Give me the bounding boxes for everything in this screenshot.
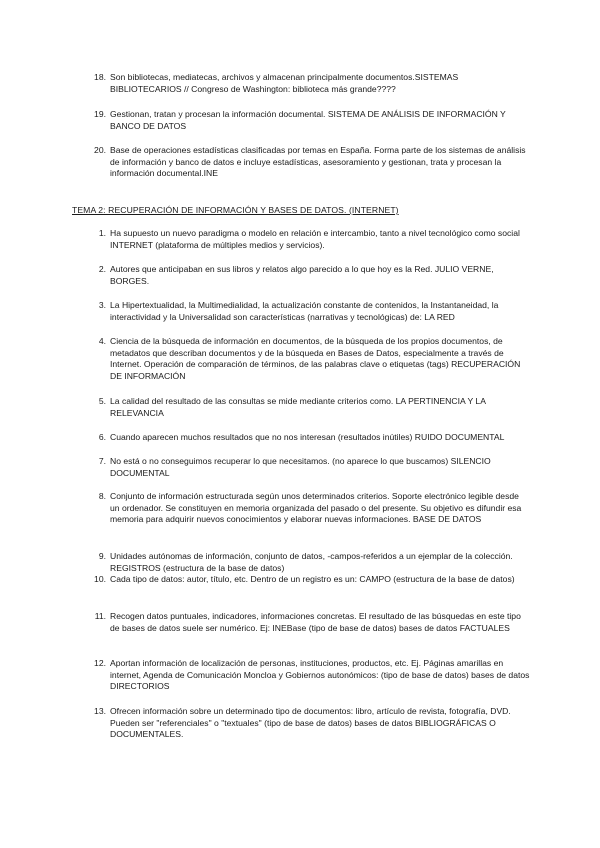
item-text: Ha supuesto un nuevo paradigma o modelo en relación e intercambio, tanto a nivel tecnológico como social INTERNET (plataforma de múltiples medios y servicios).: [110, 228, 520, 250]
list-item-8: [98, 491, 530, 526]
list-item-4: [98, 336, 530, 382]
list-item-20: [94, 145, 530, 180]
item-number: 20.: [94, 145, 106, 155]
item-text: Autores que anticipaban en sus libros y relatos algo parecido a lo que hoy es la Red. JULIO VERNE, BORGES.: [110, 264, 494, 286]
list-item-18: [94, 72, 530, 95]
item-text: Base de operaciones estadísticas clasificadas por temas en España. Forma parte de los sistemas de análisis de información y banco de datos e incluye estadísticas, asesoramiento y gestionan, trata y procesan la información documental.INE: [110, 145, 526, 179]
section-heading: TEMA 2: RECUPERACIÓN DE INFORMACIÓN Y BASES DE DATOS. (INTERNET): [72, 205, 399, 215]
item-text: No está o no conseguimos recuperar lo que necesitamos. (no aparece lo que buscamos) SILENCIO DOCUMENTAL: [110, 456, 491, 478]
item-number: 10.: [94, 574, 106, 584]
item-text: Recogen datos puntuales, indicadores, informaciones concretas. El resultado de las búsquedas en este tipo de bases de datos suele ser numérico. Ej: INEBase (tipo de base de datos) bases de datos FACTUALES: [110, 611, 521, 633]
list-item-5: [98, 396, 530, 419]
item-number: 2.: [98, 264, 106, 274]
list-item-9: [98, 551, 530, 574]
list-item-11: [94, 611, 530, 634]
item-text: Unidades autónomas de información, conjunto de datos, -campos-referidos a un ejemplar de la colección. REGISTROS (estructura de la base de datos): [110, 551, 513, 573]
list-item-7: [98, 456, 530, 479]
item-number: 6.: [98, 432, 106, 442]
item-number: 13.: [94, 706, 106, 716]
list-item-3: [98, 300, 530, 323]
item-number: 1.: [98, 228, 106, 238]
item-text: Conjunto de información estructurada según unos determinados criterios. Soporte electrónico legible desde un ordenador. Se constituyen en memoria organizada del pasado o del presente. Su objetivo es difundir esa memoria para adquirir nuevos conocimientos y elaborar nuevas informaciones. BASE DE DATOS: [110, 491, 522, 525]
list-item-1: [98, 228, 530, 251]
item-text: Son bibliotecas, mediatecas, archivos y almacenan principalmente documentos.SISTEMAS BIBLIOTECARIOS // Congreso de Washington: biblioteca más grande????: [110, 72, 459, 94]
item-number: 8.: [98, 491, 106, 501]
item-number: 9.: [98, 551, 106, 561]
item-text: Ciencia de la búsqueda de información en documentos, de la búsqueda de los propios documentos, de metadatos que describan documentos y de la búsqueda en Bases de Datos, especialmente a través de Internet. Operación de comparación de términos, de las palabras clave o etiquetas (tags) RECUPERACIÓN DE INFORMACIÓN: [110, 336, 521, 381]
item-text: Ofrecen información sobre un determinado tipo de documentos: libro, artículo de revista, fotografía, DVD. Pueden ser "referenciales" o "textuales" (tipo de base de datos) bases de datos BIBLIOGRÁFICAS O DOCUMENTALES.: [110, 706, 511, 740]
list-item-6: [98, 432, 530, 444]
list-item-2: [98, 264, 530, 287]
item-number: 3.: [98, 300, 106, 310]
item-number: 4.: [98, 336, 106, 346]
list-item-12: [94, 658, 530, 693]
list-item-19: [94, 109, 530, 132]
item-number: 11.: [94, 611, 106, 621]
item-text: La calidad del resultado de las consultas se mide mediante criterios como. LA PERTINENCIA Y LA RELEVANCIA: [110, 396, 486, 418]
item-number: 12.: [94, 658, 106, 668]
item-text: Gestionan, tratan y procesan la información documental. SISTEMA DE ANÁLISIS DE INFORMACIÓN Y BANCO DE DATOS: [110, 109, 506, 131]
list-item-10: [94, 574, 530, 586]
list-item-13: [94, 706, 530, 741]
item-number: 5.: [98, 396, 106, 406]
item-number: 19.: [94, 109, 106, 119]
item-text: Cada tipo de datos: autor, título, etc. Dentro de un registro es un: CAMPO (estructura de la base de datos): [110, 574, 515, 584]
item-text: La Hipertextualidad, la Multimedialidad, la actualización constante de contenidos, la Instantaneidad, la interactividad y la Universalidad son características (narrativas y tecnológicas) de: LA RED: [110, 300, 499, 322]
item-text: Aportan información de localización de personas, instituciones, productos, etc. Ej. Páginas amarillas en internet, Agenda de Comunicación Moncloa y Gobiernos autonómicos: (tipo de base de datos) bases de datos DIRECTORIOS: [110, 658, 530, 692]
item-number: 18.: [94, 72, 106, 82]
item-text: Cuando aparecen muchos resultados que no nos interesan (resultados inútiles) RUIDO DOCUMENTAL: [110, 432, 505, 442]
item-number: 7.: [98, 456, 106, 466]
